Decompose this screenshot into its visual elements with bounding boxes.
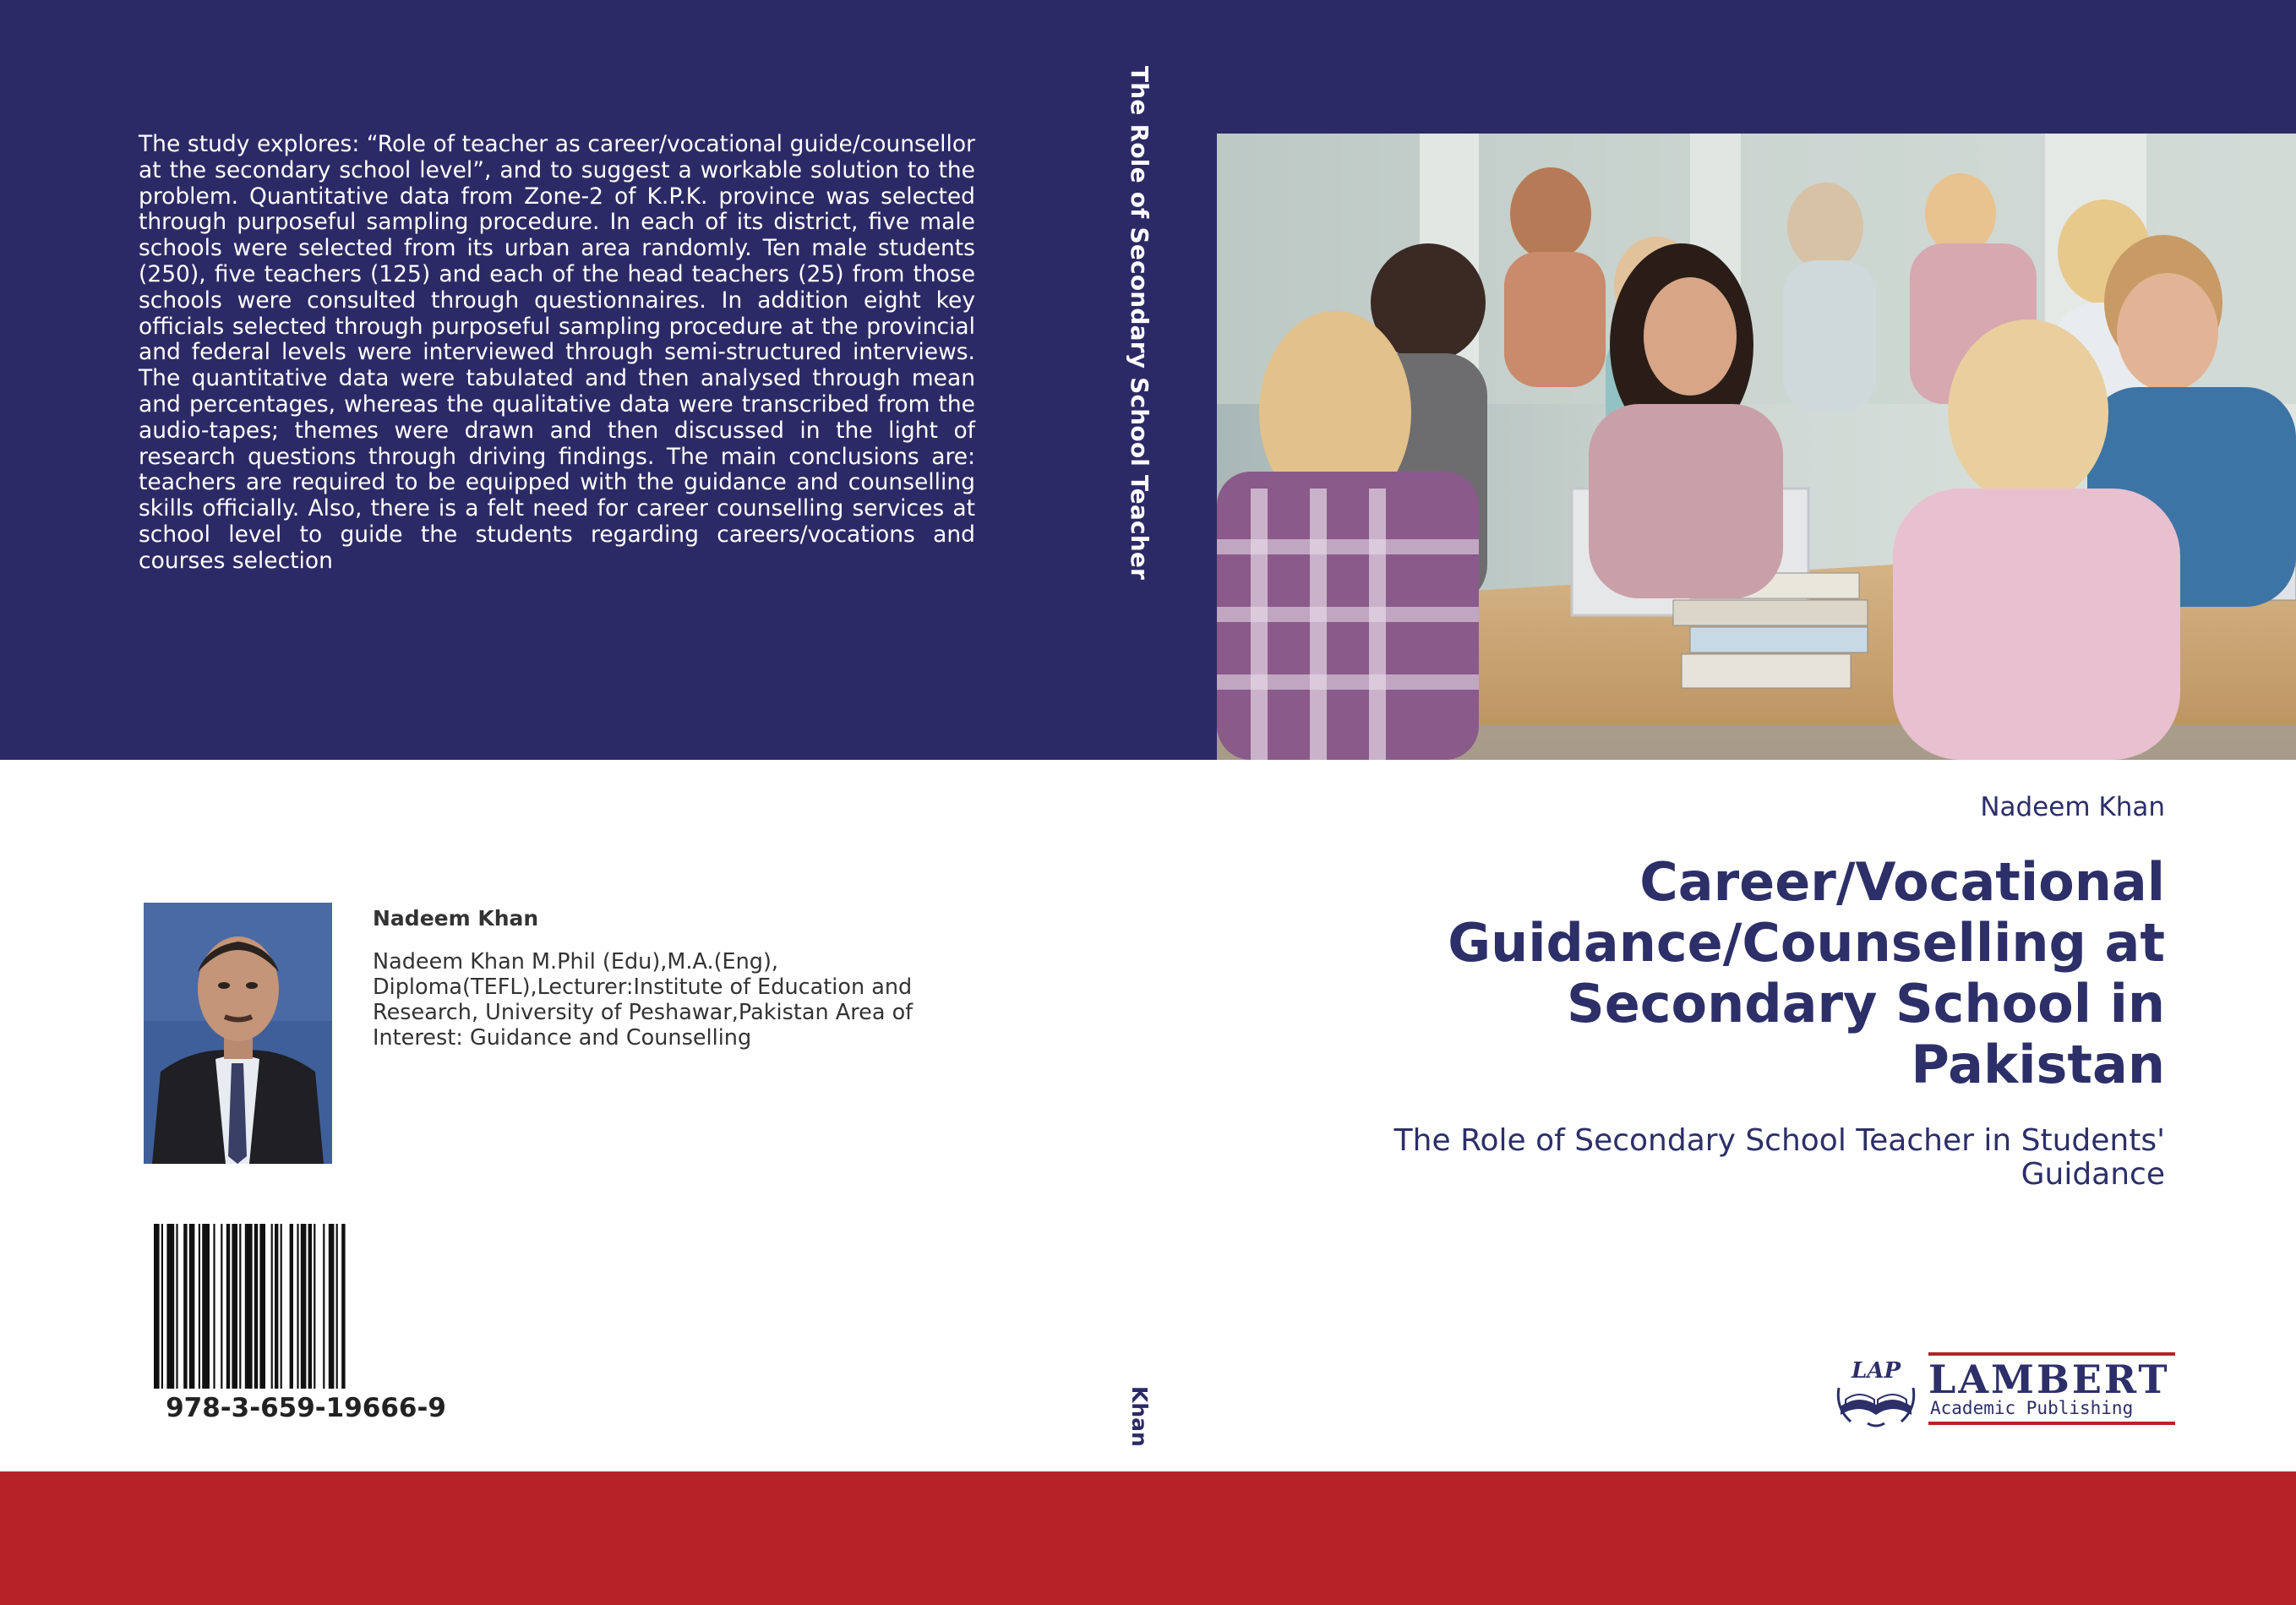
spine-title: The Role of Secondary School Teacher: [1126, 66, 1153, 581]
bottom-red-band: [0, 1471, 2296, 1605]
front-cover-subtitle: The Role of Secondary School Teacher in Students' Guidance: [1393, 1123, 2165, 1192]
back-cover-blurb: The study explores: “Role of teacher as career/vocational guide/counsellor at the secondary school level”, and to suggest a workable solution to the problem. Quantitative data from Zone-2 of K.P.K. province was selected through purposeful sampling procedure. In each of its district, five male schools were selected from its urban area randomly. Ten male students (250), five teachers (125) and each of the head teachers (25) from those schools were consulted through questionnaires. In addition eight key officials selected through purposeful sampling procedure at the provincial and federal levels were interviewed through semi-structured interviews. The quantitative data were tabulated and then analysed through mean and percentages, whereas the qualitative data were transcribed from the audio-tapes; themes were drawn and then discussed in the light of research questions through driving findings. The main conclusions are: teachers are required to be equipped with the guidance and counselling skills officially. Also, there is a felt need for career counselling services at school level to guide the students regarding careers/vocations and courses selection: [139, 131, 975, 574]
spine-author: Khan: [1127, 1386, 1152, 1447]
publisher-logo: [1834, 1349, 2175, 1430]
bio-author-name: Nadeem Khan: [373, 906, 539, 931]
cover-photo: [1217, 134, 2296, 760]
students-studying-photo-icon: [1217, 134, 2296, 760]
isbn-barcode-icon: [154, 1224, 458, 1389]
author-portrait-icon: [144, 903, 332, 1164]
publisher-tagline: Academic Publishing: [1930, 1398, 2134, 1418]
publisher-badge: LAP: [1851, 1358, 1901, 1384]
front-cover-author: Nadeem Khan: [1980, 792, 2165, 822]
publisher-name: LAMBERT: [1928, 1357, 2170, 1402]
front-cover-title: Career/Vocational Guidance/Counselling at Secondary School in Pakistan: [1448, 851, 2165, 1095]
isbn-number: 978-3-659-19666-9: [166, 1393, 446, 1423]
bio-text: Nadeem Khan M.Phil (Edu),M.A.(Eng), Diploma(TEFL),Lecturer:Institute of Education and Research, University of Peshawar,Pakistan Area of Interest: Guidance and Counselling: [373, 949, 913, 1051]
lap-open-book-logo-icon: [1838, 1388, 1913, 1426]
